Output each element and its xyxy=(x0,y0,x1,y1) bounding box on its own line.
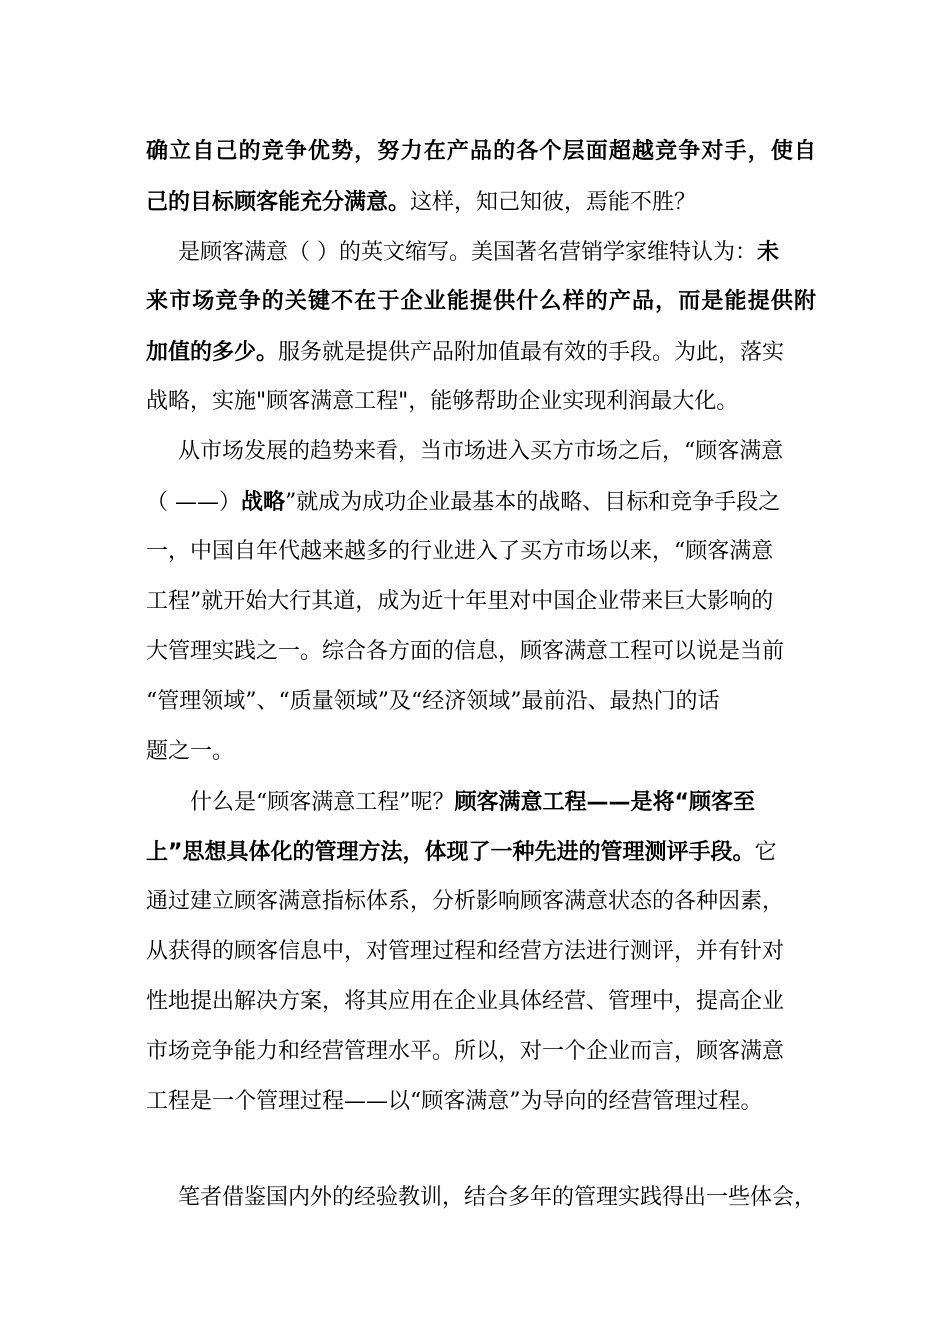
paragraph-3-line-5 xyxy=(146,634,816,670)
paragraph-1-line-2 xyxy=(146,184,816,220)
paragraph-2-line-4 xyxy=(146,384,816,420)
p3-line3-text: 一，中国自年代越来越多的行业进入了买方市场以来，“顾客满意 xyxy=(146,539,774,564)
p4-line3-text: 通过建立顾客满意指标体系，分析影响顾客满意状态的各种因素， xyxy=(146,889,785,914)
p4-line7-text: 工程是一个管理过程——以“顾客满意”为导向的经营管理过程。 xyxy=(146,1089,763,1114)
p4-line2-normal: 它 xyxy=(754,840,777,865)
paragraph-1-line-1 xyxy=(146,134,816,170)
paragraph-4-line-7 xyxy=(146,1084,816,1120)
paragraph-4-line-3 xyxy=(146,884,816,920)
paragraph-2-line-1 xyxy=(178,234,816,270)
p3-line4-text: 工程”就开始大行其道，成为近十年里对中国企业带来巨大影响的 xyxy=(146,589,774,614)
paragraph-5-line-1 xyxy=(178,1180,820,1216)
p4-line4-text: 从获得的顾客信息中，对管理过程和经营方法进行测评，并有针对 xyxy=(146,939,785,964)
paragraph-3-line-4 xyxy=(146,584,816,620)
p2-line1-bold: 未 xyxy=(757,240,780,265)
paragraph-4-line-1 xyxy=(190,784,816,820)
paragraph-2-line-2 xyxy=(146,284,816,320)
p4-line5-text: 性地提出解决方案，将其应用在企业具体经营、管理中，提高企业 xyxy=(146,989,785,1014)
paragraph-3-line-2 xyxy=(146,484,816,520)
p3-line6-text: “管理领域”、“质量领域”及“经济领域”最前沿、最热门的话 xyxy=(146,689,720,714)
p3-line1-text: 从市场发展的趋势来看，当市场进入买方市场之后，“顾客满意 xyxy=(178,439,784,464)
p2-line4-text: 战略，实施"顾客满意工程"，能够帮助企业实现利润最大化。 xyxy=(146,389,739,414)
paragraph-3-line-3 xyxy=(146,534,816,570)
p5-line1-text: 笔者借鉴国内外的经验教训，结合多年的管理实践得出一些体会， xyxy=(178,1185,817,1210)
paragraph-4-line-5 xyxy=(146,984,816,1020)
p3-line7-text: 题之一。 xyxy=(146,739,235,764)
p1-line1-text: 确立自己的竞争优势，努力在产品的各个层面超越竞争对手，使自 xyxy=(146,139,816,164)
p3-line2-bold: 战略 xyxy=(241,490,286,515)
p2-line3-bold: 加值的多少。 xyxy=(146,340,279,365)
paragraph-3-line-6 xyxy=(146,684,816,720)
p2-line3-normal: 服务就是提供产品附加值最有效的手段。为此，落实 xyxy=(278,340,785,365)
p4-line2-bold: 上”思想具体化的管理方法，体现了一种先进的管理测评手段。 xyxy=(146,840,755,865)
p3-line2-a: （ ——） xyxy=(146,490,241,515)
paragraph-4-line-2 xyxy=(146,834,816,870)
paragraph-3-line-1 xyxy=(178,434,816,470)
p2-line1-normal: 是顾客满意（ ）的英文缩写。美国著名营销学家维特认为： xyxy=(178,240,757,265)
p4-line6-text: 市场竞争能力和经营管理水平。所以，对一个企业而言，顾客满意 xyxy=(146,1039,785,1064)
paragraph-3-line-7 xyxy=(146,734,816,770)
p1-line2-bold: 己的目标顾客能充分满意。 xyxy=(146,190,411,215)
paragraph-4-line-6 xyxy=(146,1034,816,1070)
paragraph-2-line-3 xyxy=(146,334,816,370)
p4-line1-normal: 什么是“顾客满意工程”呢？ xyxy=(190,790,455,815)
p3-line5-text: 大管理实践之一。综合各方面的信息，顾客满意工程可以说是当前 xyxy=(146,639,785,664)
p4-line1-bold: 顾客满意工程——是将“顾客至 xyxy=(454,790,755,815)
p2-line2-text: 来市场竞争的关键不在于企业能提供什么样的产品，而是能提供附 xyxy=(146,289,816,314)
p3-line2-b: ”就成为成功企业最基本的战略、目标和竞争手段之 xyxy=(285,490,781,515)
paragraph-4-line-4 xyxy=(146,934,816,970)
p1-line2-normal: 这样，知己知彼，焉能不胜？ xyxy=(410,190,697,215)
